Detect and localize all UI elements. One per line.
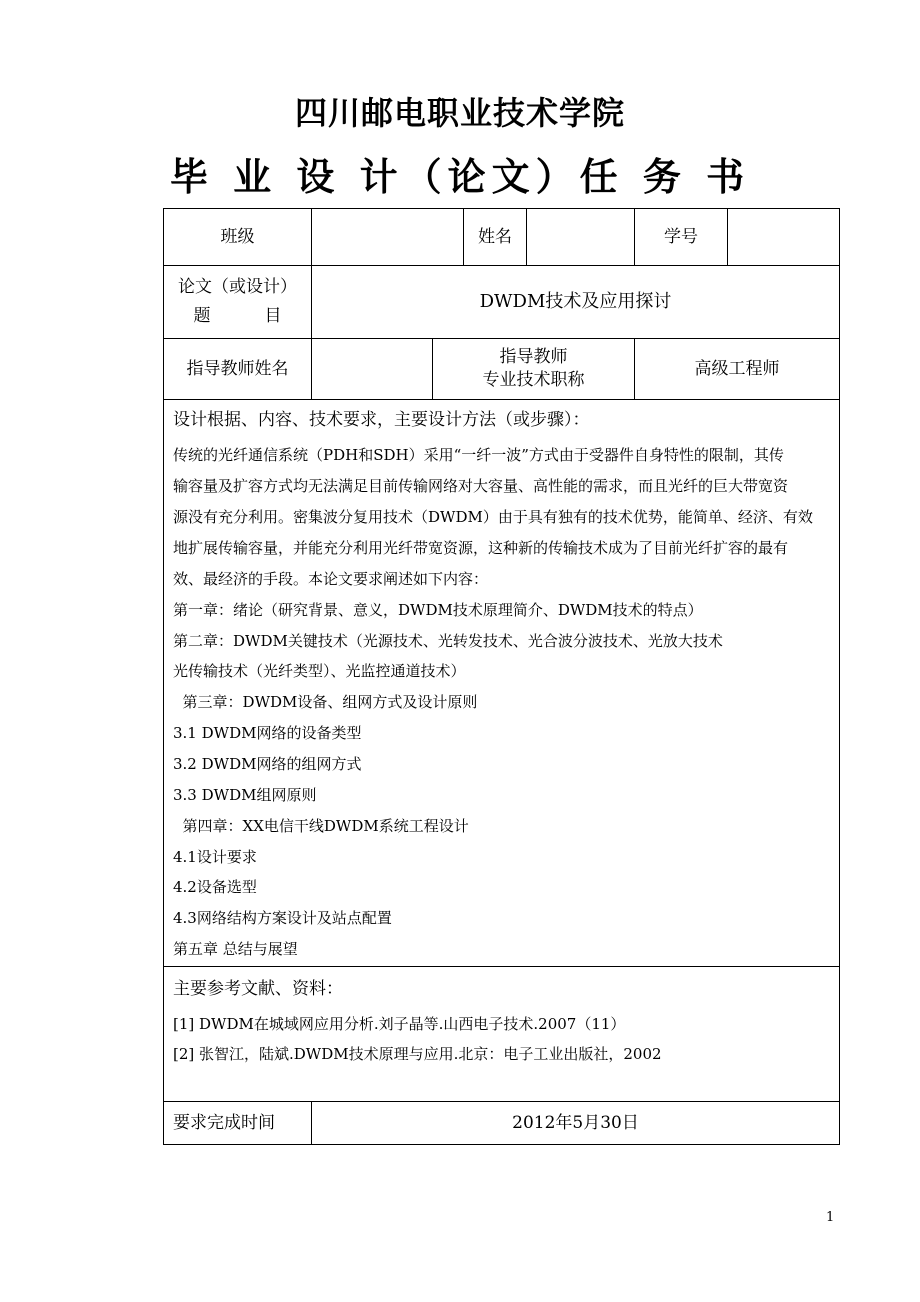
chapter-line: 第一章：绪论（研究背景、意义，DWDM技术原理简介、DWDM技术的特点） [173, 601, 703, 619]
design-line: 源没有充分利用。密集波分复用技术（DWDM）由于具有独有的技术优势，能简单、经济、有效 [173, 508, 813, 526]
chapter-line: 光传输技术（光纤类型）、光监控通道技术） [173, 662, 466, 680]
advisor-title-label-line2: 专业技术职称 [482, 370, 585, 390]
deadline-value[interactable]: 2012年5月30日 [512, 1113, 639, 1134]
deadline-label: 要求完成时间 [173, 1113, 275, 1134]
student-id-label: 学号 [664, 226, 698, 247]
institution-title: 四川邮电职业技术学院 [294, 94, 625, 132]
design-line: 效、最经济的手段。本论文要求阐述如下内容： [173, 570, 489, 588]
row-divider [163, 399, 840, 400]
name-field[interactable] [527, 209, 634, 265]
chapter-line: 3.3 DWDM组网原则 [173, 786, 317, 804]
advisor-title-value[interactable]: 高级工程师 [694, 358, 780, 379]
chapter-line: 第三章：DWDM设备、组网方式及设计原则 [173, 693, 478, 711]
design-line: 地扩展传输容量，并能充分利用光纤带宽资源，这种新的传输技术成为了目前光纤扩容的最有 [173, 539, 789, 557]
name-label: 姓名 [478, 226, 512, 247]
student-id-field[interactable] [728, 209, 839, 265]
chapter-line: 4.3网络结构方案设计及站点配置 [173, 909, 392, 927]
topic-label [164, 266, 311, 338]
design-section-heading: 设计根据、内容、技术要求，主要设计方法（或步骤）： [173, 410, 590, 430]
chapter-line: 3.1 DWDM网络的设备类型 [173, 724, 362, 742]
advisor-name-label: 指导教师姓名 [186, 358, 289, 379]
design-line: 传统的光纤通信系统（PDH和SDH）采用“一纤一波”方式由于受器件自身特性的限制，其传 [173, 446, 784, 464]
chapter-line: 3.2 DWDM网络的组网方式 [173, 755, 362, 773]
advisor-title-label-line1: 指导教师 [499, 347, 568, 368]
chapter-line: 第二章：DWDM关键技术（光源技术、光转发技术、光合波分波技术、光放大技术 [173, 632, 723, 650]
chapter-line: 第五章 总结与展望 [173, 940, 298, 958]
document-title: 毕 业 设 计（论文）任 务 书 [169, 155, 751, 199]
row-divider [163, 966, 840, 967]
class-label: 班级 [220, 226, 255, 247]
reference-item: [2] 张智江，陆斌.DWDM技术原理与应用.北京：电子工业出版社，2002 [173, 1045, 662, 1063]
page-number: 1 [826, 1210, 835, 1225]
chapter-line: 4.1设计要求 [173, 848, 257, 866]
chapter-line: 第四章：XX电信干线DWDM系统工程设计 [173, 817, 469, 835]
advisor-title-label [433, 339, 634, 399]
advisor-name-field[interactable] [312, 339, 432, 399]
class-field[interactable] [312, 209, 463, 265]
topic-value[interactable]: DWDM技术及应用探讨 [479, 290, 672, 312]
design-line: 输容量及扩容方式均无法满足目前传输网络对大容量、高性能的需求，而且光纤的巨大带宽资 [173, 477, 789, 495]
references-heading: 主要参考文献、资料： [173, 979, 343, 999]
topic-label-line2: 题 目 [193, 306, 282, 326]
reference-item: [1] DWDM在城域网应用分析.刘子晶等.山西电子技术.2007（11） [173, 1015, 626, 1033]
chapter-line: 4.2设备选型 [173, 878, 257, 896]
topic-label-line1: 论文（或设计） [178, 277, 297, 298]
